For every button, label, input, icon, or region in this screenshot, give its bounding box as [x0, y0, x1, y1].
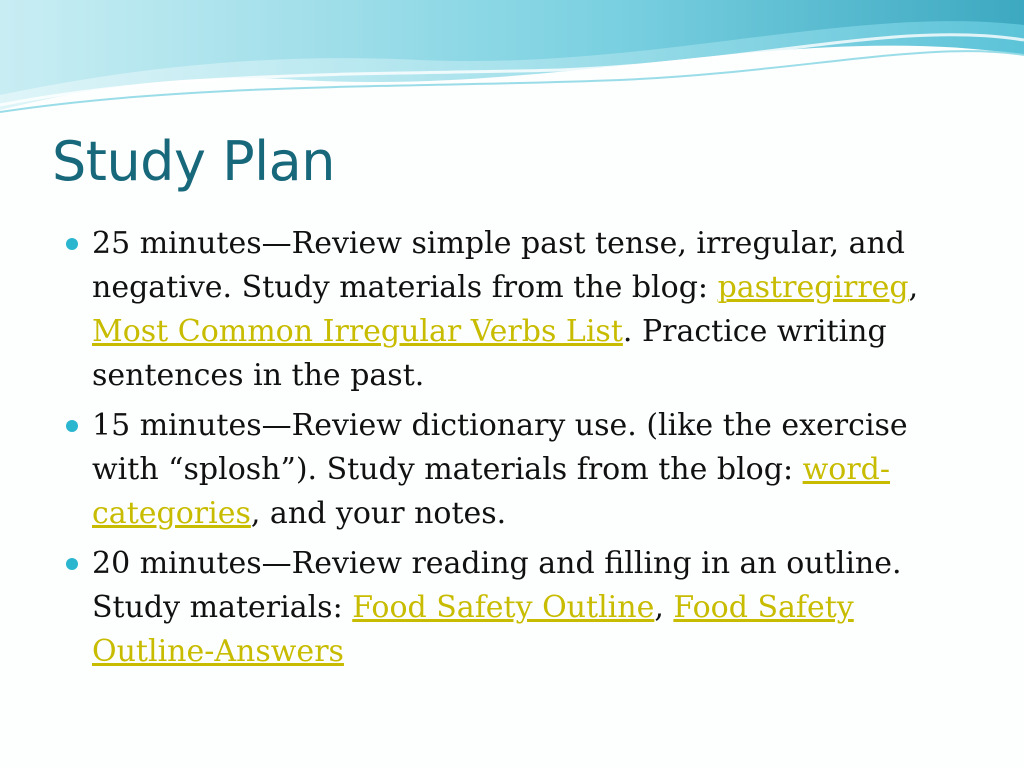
- bullet-list: [66, 222, 966, 680]
- list-item: [66, 404, 966, 536]
- bullet-text: . Practice writing sentences in the past.: [92, 314, 887, 393]
- link-pastregirreg[interactable]: pastregirreg: [717, 270, 909, 305]
- list-item: [66, 222, 966, 398]
- bullet-dot-icon: [66, 238, 78, 250]
- bullet-dot-icon: [66, 558, 78, 570]
- wave-header-decoration: [0, 0, 1024, 120]
- link-food-safety-outline[interactable]: Food Safety Outline: [352, 590, 655, 625]
- bullet-text: ,: [908, 270, 919, 305]
- bullet-text: 25 minutes—Review simple past tense, irregular, and negative. Study materials from the blog:: [92, 226, 905, 305]
- bullet-dot-icon: [66, 420, 78, 432]
- slide-title: Study Plan: [52, 130, 335, 193]
- bullet-text: 15 minutes—Review dictionary use. (like the exercise with “splosh”). Study materials from the blog:: [92, 408, 908, 487]
- bullet-text: ,: [654, 590, 674, 625]
- link-irregular-verbs-list[interactable]: Most Common Irregular Verbs List: [92, 314, 623, 349]
- link-food-safety-outline-answers[interactable]: Food Safety Outline-Answers: [92, 590, 854, 669]
- bullet-text: , and your notes.: [250, 496, 507, 531]
- link-word-categories[interactable]: word-categories: [92, 452, 891, 531]
- bullet-text: 20 minutes—Review reading and filling in an outline. Study materials:: [92, 546, 902, 625]
- list-item: [66, 542, 966, 674]
